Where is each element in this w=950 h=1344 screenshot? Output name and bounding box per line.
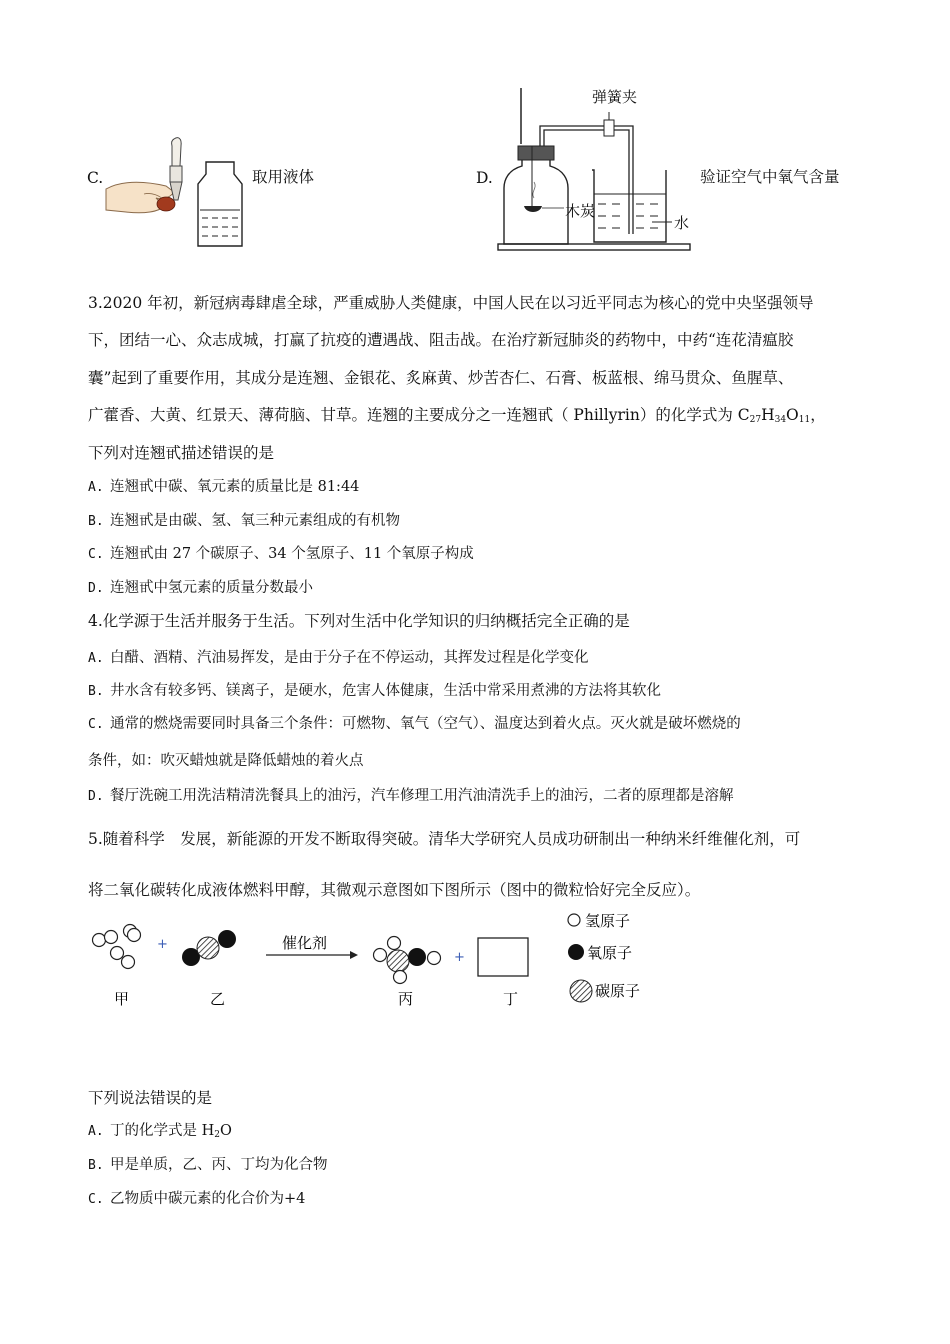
q4-option-a: [88, 646, 589, 667]
q4-option-d: [88, 784, 734, 805]
option-d-caption: 验证空气中氧气含量: [700, 168, 840, 186]
dropper-bottle-illustration: [104, 134, 244, 249]
option-letter: C.: [88, 717, 104, 732]
q5-option-b: [88, 1153, 328, 1174]
water-label: 水: [674, 214, 690, 232]
oxygen-test-apparatus: [496, 84, 696, 254]
legend-hydrogen-symbol: [568, 914, 580, 926]
q4-option-c: [88, 712, 741, 733]
q3-line-4: [88, 403, 826, 425]
option-letter: B.: [88, 1158, 104, 1173]
option-letter: A.: [88, 651, 104, 666]
formula-o: O: [786, 406, 799, 424]
option-text: 餐厅洗碗工用洗洁精清洗餐具上的油污，汽车修理工用汽油清洗手上的油污，二者的原理都是溶解: [110, 788, 734, 804]
q4-option-c-continued: 条件，如：吹灭蜡烛就是降低蜡烛的着火点: [88, 753, 364, 769]
q3-line-4-end: ，: [810, 406, 826, 424]
option-c-caption: 取用液体: [252, 168, 315, 186]
q3-option-c: [88, 542, 474, 563]
h2-molecules: [93, 925, 141, 969]
plus-sign: +: [454, 950, 465, 965]
option-text-end: O: [220, 1123, 232, 1139]
legend-carbon-symbol: [570, 980, 592, 1002]
option-text: 丁的化学式是 H: [110, 1123, 215, 1139]
option-text: 甲是单质，乙、丙、丁均为化合物: [110, 1157, 328, 1173]
label-bing: 丙: [398, 990, 414, 1008]
legend-oxygen-symbol: [568, 944, 584, 960]
option-text: 连翘甙中氢元素的质量分数最小: [110, 580, 313, 596]
charcoal-label: 木炭: [565, 202, 596, 220]
q3-line-2: 下，团结一心、众志成城，打赢了抗疫的遭遇战、阻击战。在治疗新冠肺炎的药物中，中药“连花清瘟胶: [88, 331, 794, 349]
plus-sign: +: [157, 937, 168, 952]
option-letter: C.: [88, 547, 104, 562]
option-text: 井水含有较多钙、镁离子，是硬水，危害人体健康，生活中常采用煮沸的方法将其软化: [110, 683, 661, 699]
option-letter: B.: [88, 684, 104, 699]
q3-line-3: 囊”起到了重要作用，其成分是连翘、金银花、炙麻黄、炒苦杏仁、石膏、板蓝根、绵马贯众、鱼腥草、: [88, 369, 794, 387]
option-text: 连翘甙由 27 个碳原子、34 个氢原子、11 个氧原子构成: [110, 546, 474, 562]
option-text: 白醋、酒精、汽油易挥发，是由于分子在不停运动，其挥发过程是化学变化: [110, 650, 589, 666]
option-letter: D.: [88, 581, 104, 596]
option-letter: D.: [88, 789, 104, 804]
q3-option-b: [88, 509, 400, 530]
option-c-letter: C.: [87, 169, 104, 187]
formula-o-count: 11: [798, 415, 811, 425]
option-letter: A.: [88, 480, 104, 495]
co2-molecule: [182, 930, 236, 966]
q4-stem: 4.化学源于生活并服务于生活。下列对生活中化学知识的归纳概括完全正确的是: [88, 612, 630, 630]
label-yi: 乙: [210, 990, 226, 1008]
q3-stem: 下列对连翘甙描述错误的是: [88, 444, 275, 462]
q5-option-c: [88, 1187, 305, 1208]
unknown-product-box: [478, 938, 528, 976]
reaction-microscopic-diagram: [88, 905, 688, 1020]
legend-hydrogen: 氢原子: [585, 912, 631, 930]
q5-line-1: 5.随着科学 发展，新能源的开发不断取得突破。清华大学研究人员成功研制出一种纳米纤维催化剂，可: [88, 830, 801, 848]
q5-option-a: [88, 1119, 232, 1140]
catalyst-label: 催化剂: [282, 934, 328, 952]
option-d-letter: D.: [476, 169, 493, 187]
option-letter: A.: [88, 1124, 104, 1139]
formula-h-count: 34: [774, 415, 787, 425]
q3-option-a: [88, 475, 359, 496]
clip-label: 弹簧夹: [592, 88, 638, 106]
option-text: 连翘甙是由碳、氢、氧三种元素组成的有机物: [110, 513, 400, 529]
q3-line-1: 3.2020 年初，新冠病毒肆虐全球，严重威胁人类健康，中国人民在以习近平同志为核心的党中央坚强领导: [88, 294, 814, 312]
q5-stem: 下列说法错误的是: [88, 1089, 213, 1107]
legend-carbon: 碳原子: [595, 982, 641, 1000]
q4-option-b: [88, 679, 661, 700]
option-text: 乙物质中碳元素的化合价为+4: [110, 1191, 306, 1207]
option-letter: C.: [88, 1192, 104, 1207]
formula-h2o-subscript: 2: [214, 1130, 220, 1140]
methanol-molecule: [374, 937, 441, 984]
q5-line-2: 将二氧化碳转化成液体燃料甲醇，其微观示意图如下图所示（图中的微粒恰好完全反应）。: [88, 881, 701, 899]
formula-c-count: 27: [749, 415, 762, 425]
q3-option-d: [88, 576, 313, 597]
option-letter: B.: [88, 514, 104, 529]
option-text: 连翘甙中碳、氧元素的质量比是 81:44: [110, 479, 360, 495]
option-text: 通常的燃烧需要同时具备三个条件：可燃物、氧气（空气）、温度达到着火点。灭火就是破坏燃烧的: [110, 716, 741, 732]
label-jia: 甲: [114, 990, 130, 1008]
q3-line-4-text: 广藿香、大黄、红景天、薄荷脑、甘草。连翘的主要成分之一连翘甙（ Phillyrin）的化学式为 C: [88, 406, 750, 424]
label-ding: 丁: [503, 990, 519, 1008]
legend-oxygen: 氧原子: [587, 944, 633, 962]
formula-h: H: [761, 406, 775, 424]
